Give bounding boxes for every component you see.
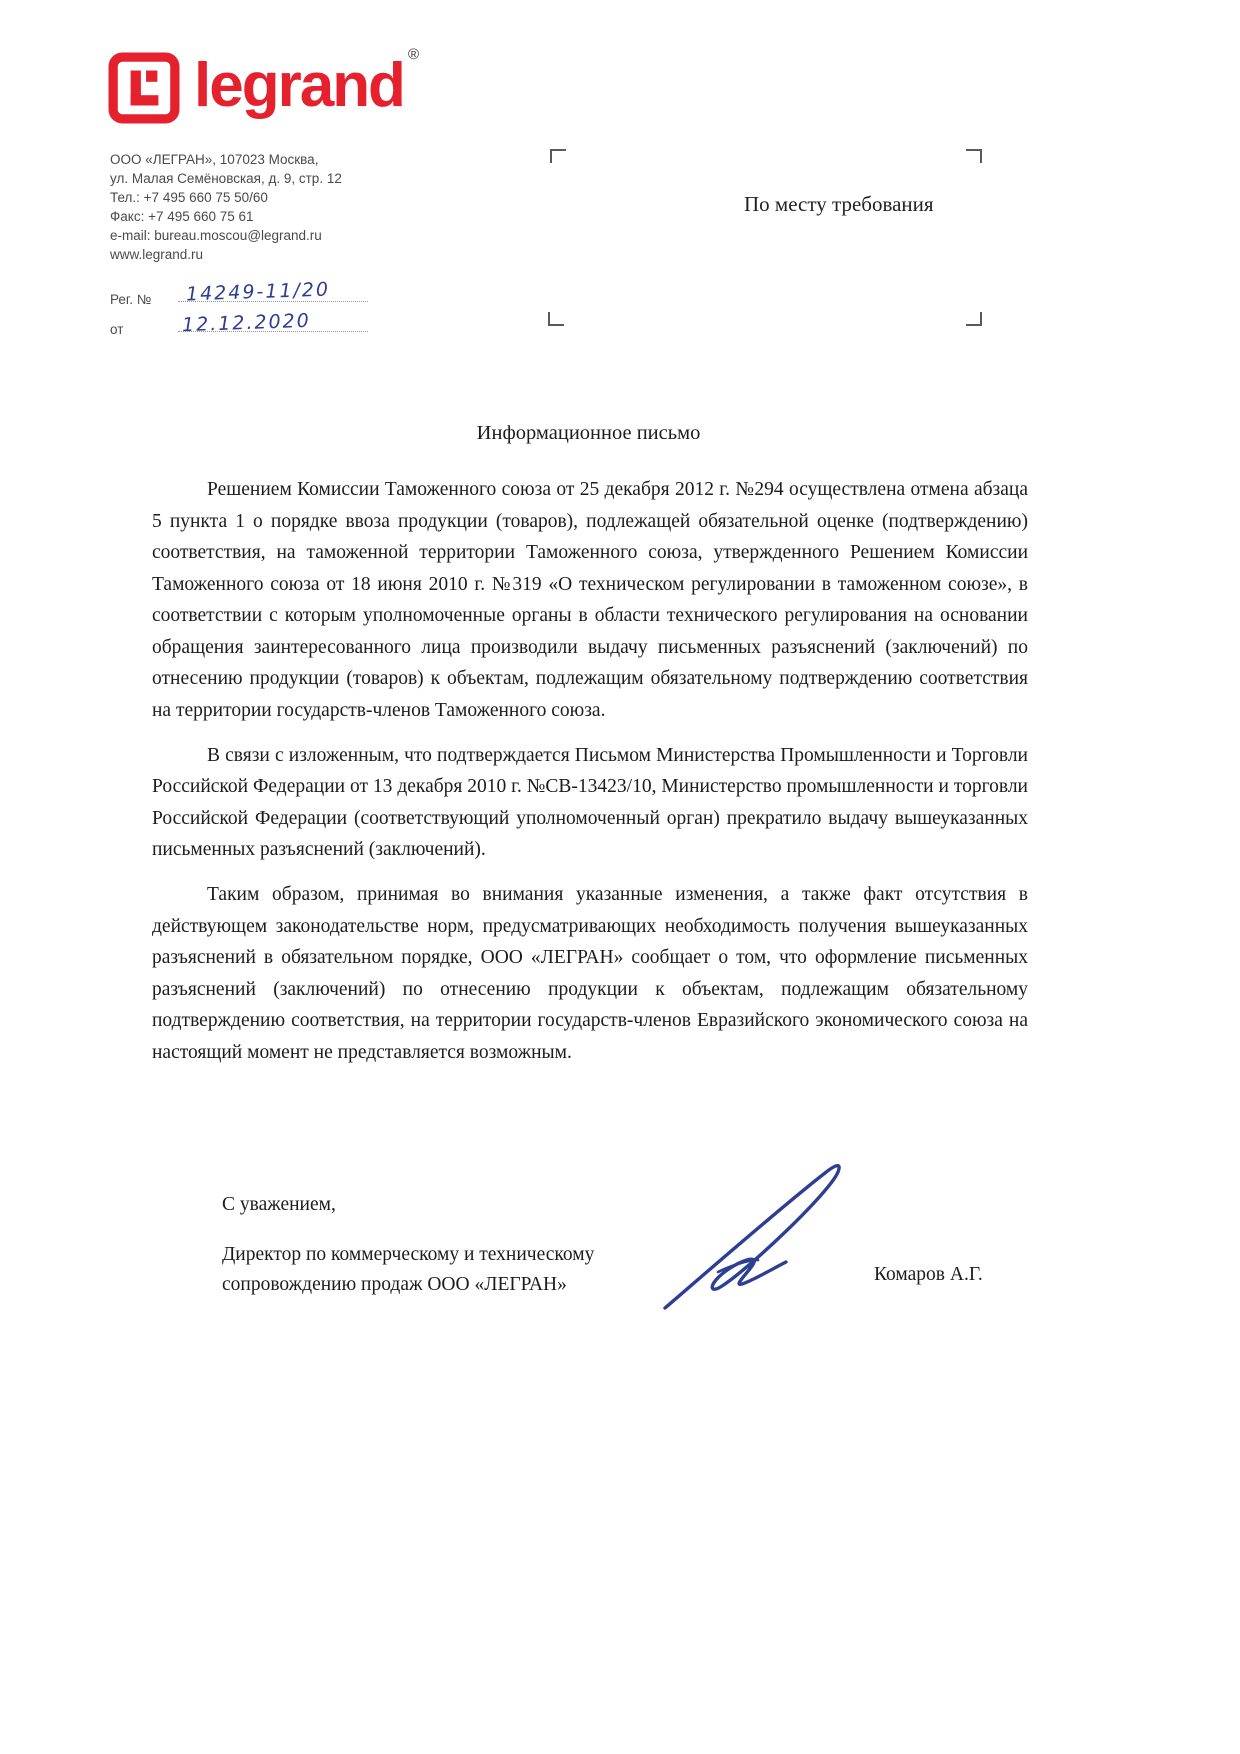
letter-body [152,474,1028,1081]
paragraph-2: В связи с изложенным, что подтверждается Письмом Министерства Промышленности и Торговли Российской Федерации от 13 декабря 2010 г. №СВ-13423/10, Министерство промышленности и торговли Российской Федерации (соответствующий уполномоченный орган) прекратило выдачу вышеуказанных письменных разъяснений (заключений). [152,744,1028,861]
signature-icon [630,1148,890,1318]
signer-position-line-1: Директор по коммерческому и техническому [222,1244,595,1265]
legrand-logo-icon [108,52,180,124]
date-handwritten: 12.12.2020 [181,309,312,337]
brand-wordmark: legrand [194,51,404,120]
recipient-text: По месту требования [744,192,934,216]
company-website-line: www.legrand.ru [110,247,204,262]
registered-trademark-symbol: ® [407,45,419,63]
closing-salutation: С уважением, [222,1194,336,1215]
company-contact-block [110,150,342,264]
company-address-line: ул. Малая Семёновская, д. 9, стр. 12 [110,171,342,186]
signer-position [222,1240,682,1300]
address-window-corner-top-left [550,149,566,163]
address-window-corner-bottom-right [966,312,982,326]
company-phone-line: Тел.: +7 495 660 75 50/60 [110,190,268,205]
company-name-line: ООО «ЛЕГРАН», 107023 Москва, [110,152,319,167]
company-fax-line: Факс: +7 495 660 75 61 [110,209,254,224]
legrand-logo [108,45,419,124]
date-from-label: от [110,322,124,337]
registration-number-label: Рег. № [110,292,152,307]
paragraph-3: Таким образом, принимая во внимания указанные изменения, а также факт отсутствия в действующем законодательстве норм, предусматривающих необходимость получения вышеуказанных разъяснений в обязательном порядке, ООО «ЛЕГРАН» сообщает о том, что оформление письменных разъяснений (заключений) по отнесению продукции к объектам, подлежащим обязательному подтверждению соответствия, на территории государств-членов Евразийского экономического союза на настоящий момент не представляется возможным. [152,883,1028,1063]
letter-title: Информационное письмо [476,422,701,444]
signer-name: Комаров А.Г. [874,1264,983,1285]
company-email-line: e-mail: bureau.moscou@legrand.ru [110,228,322,243]
paragraph-1: Решением Комиссии Таможенного союза от 25 декабря 2012 г. №294 осуществлена отмена абзаца 5 пункта 1 о порядке ввоза продукции (товаров), подлежащей обязательной оценке (подтверждению) соответствия, на таможенной территории Таможенного союза, утвержденного Решением Комиссии Таможенного союза от 18 июня 2010 г. №319 «О техническом регулировании в таможенном союзе», в соответствии с которым уполномоченные органы в области технического регулирования на основании обращения заинтересованного лица производили выдачу письменных разъяснений (заключений) по отнесению продукции (товаров) к объектам, подлежащим обязательному подтверждению соответствия на территории государств-членов Таможенного союза. [152,479,1028,722]
registration-number-handwritten: 14249-11/20 [185,278,331,306]
address-window-corner-top-right [966,149,982,163]
signer-position-line-2: сопровождению продаж ООО «ЛЕГРАН» [222,1274,567,1296]
address-window-corner-bottom-left [548,312,564,326]
